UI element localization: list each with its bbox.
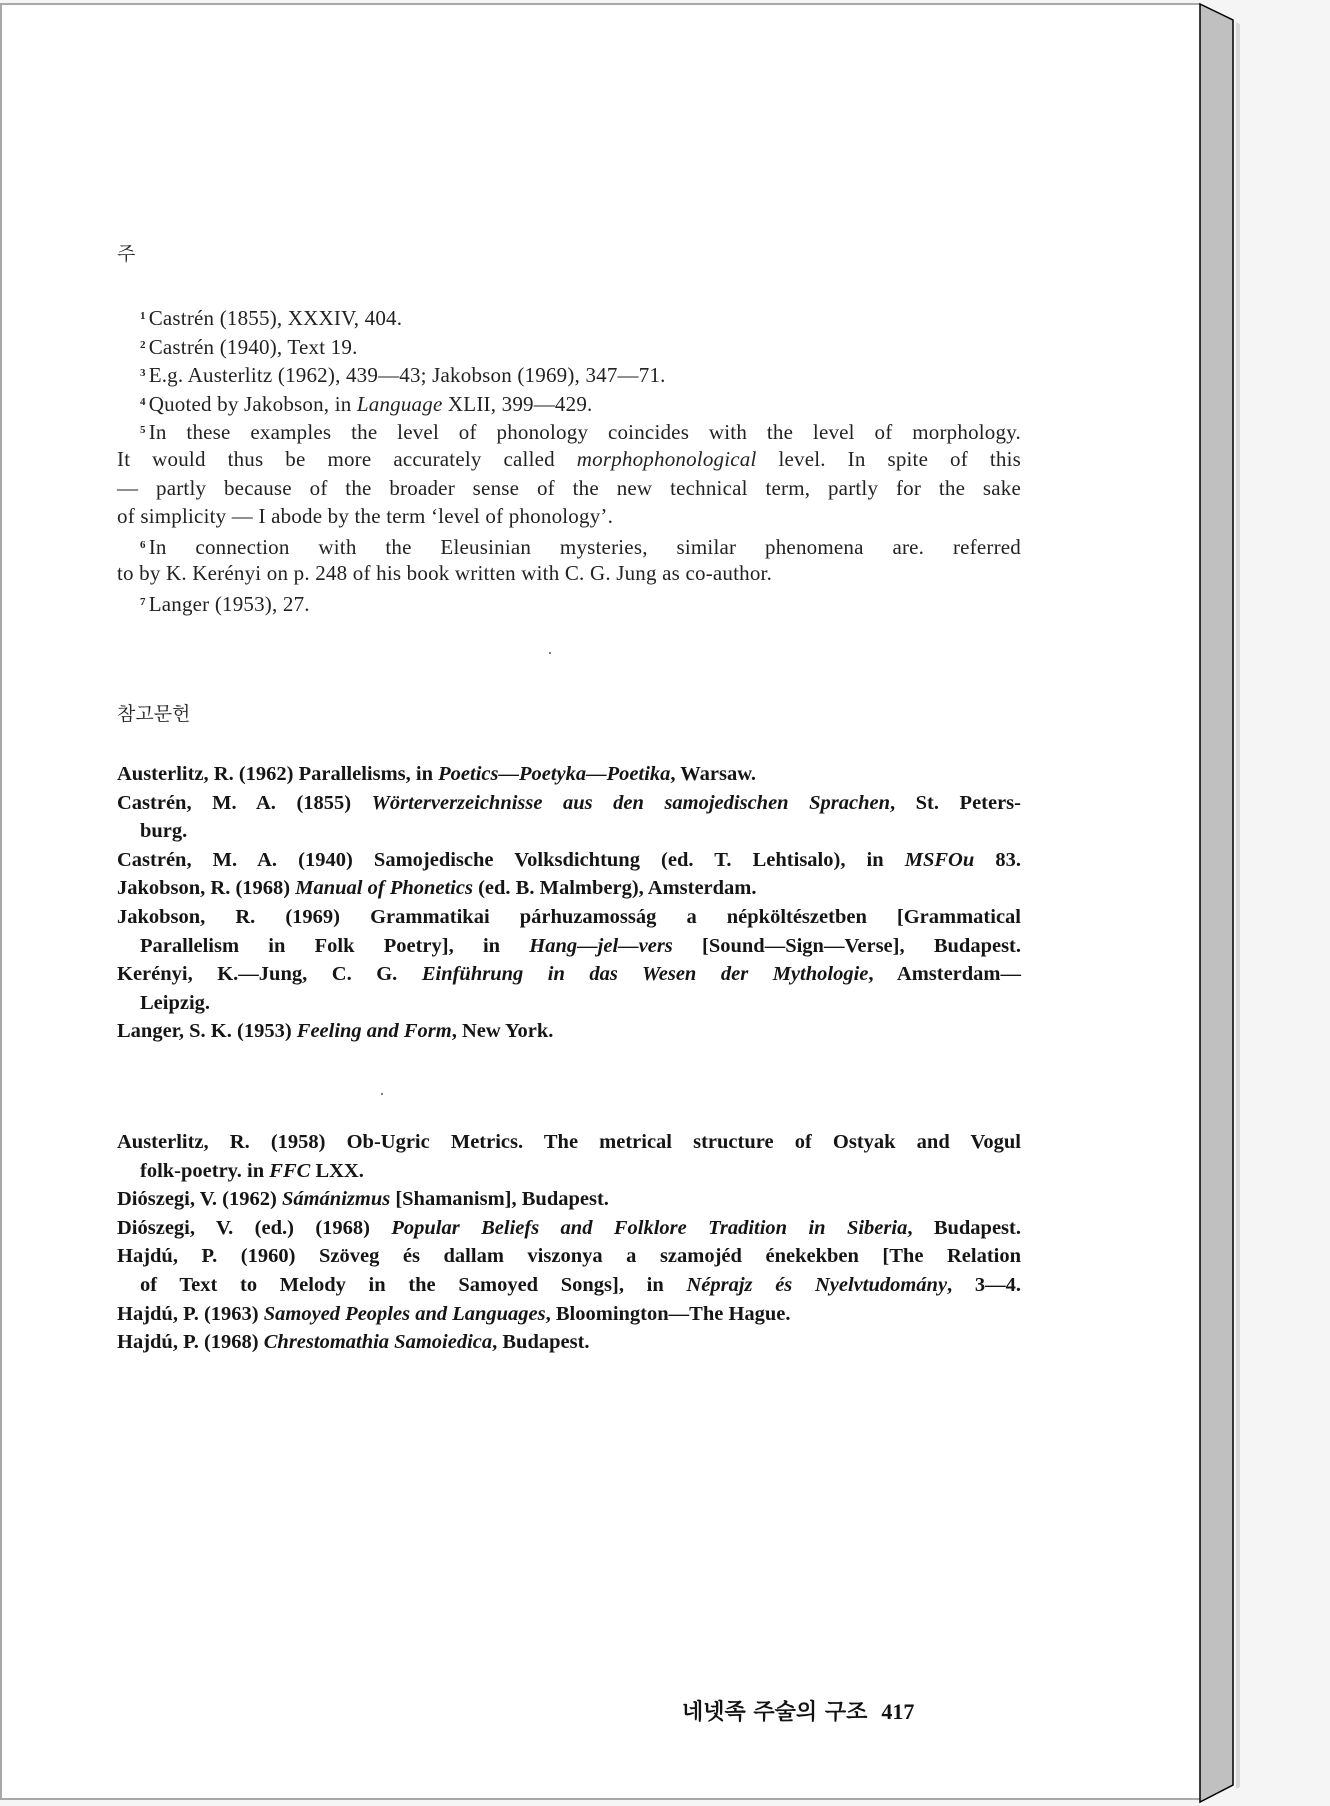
text-segment: Castrén (1855), XXXIV, 404. bbox=[148, 306, 403, 330]
footnote-number: 5 bbox=[140, 424, 146, 437]
text-segment: , New York. bbox=[451, 1020, 554, 1043]
scan-speck bbox=[381, 1093, 383, 1095]
footnotes-list bbox=[117, 302, 1021, 617]
reference-line bbox=[117, 817, 1021, 846]
text-segment: It would thus be more accurately called bbox=[117, 446, 577, 471]
text-segment: , Bloomington—The Hague. bbox=[545, 1302, 791, 1325]
reference-line bbox=[117, 1017, 1021, 1046]
text-segment: E.g. Austerlitz (1962), 439—43; Jakobson (1969), 347—71. bbox=[148, 363, 666, 388]
reference-line bbox=[117, 903, 1021, 932]
italic-title: Poetics—Poetyka—Poetika bbox=[438, 763, 671, 785]
text-segment: In connection with the Eleusinian mysteries, similar phenomena are. referred bbox=[148, 534, 1021, 559]
text-segment: XLII, 399—429. bbox=[442, 391, 593, 416]
text-segment: to by K. Kerényi on p. 248 of his book written with C. G. Jung as co-author. bbox=[117, 561, 773, 586]
italic-title: morphophonological bbox=[576, 446, 757, 471]
text-segment: LXX. bbox=[310, 1159, 364, 1182]
text-segment: Castrén, M. A. (1855) bbox=[117, 791, 372, 814]
footnote-number: 4 bbox=[140, 395, 146, 408]
reference-line bbox=[117, 932, 1021, 961]
footnote-number: 6 bbox=[140, 538, 146, 551]
text-segment: Leipzig. bbox=[140, 991, 211, 1014]
footnote-number: 2 bbox=[140, 338, 146, 351]
text-segment: Castrén (1940), Text 19. bbox=[148, 334, 358, 359]
page-number: 417 bbox=[881, 1699, 915, 1724]
footnote-line bbox=[117, 502, 1021, 531]
references-list-1 bbox=[117, 760, 1021, 1046]
italic-title: MSFOu bbox=[904, 848, 975, 871]
italic-title: Néprajz és Nyelvtudomány bbox=[686, 1273, 948, 1296]
scan-speck bbox=[549, 652, 551, 654]
text-segment: , 3—4. bbox=[947, 1273, 1021, 1296]
footnote-line bbox=[117, 531, 1021, 560]
text-segment: Kerényi, K.—Jung, C. G. bbox=[117, 963, 422, 986]
text-segment: [Shamanism], Budapest. bbox=[390, 1188, 609, 1211]
reference-line bbox=[117, 989, 1021, 1018]
running-title: 네넷족 주술의 구조 bbox=[682, 1700, 868, 1725]
footnote-number: 1 bbox=[140, 310, 146, 322]
reference-line bbox=[117, 846, 1021, 875]
footnote-line bbox=[117, 559, 1021, 588]
reference-line bbox=[117, 1300, 1021, 1329]
reference-line bbox=[117, 874, 1021, 903]
references-heading: 참고문헌 bbox=[117, 703, 191, 725]
text-segment: Quoted by Jakobson, in bbox=[148, 391, 357, 416]
text-segment: level. In spite of this bbox=[756, 446, 1021, 471]
text-segment: Langer (1953), 27. bbox=[148, 591, 310, 616]
text-segment: Jakobson, R. (1968) bbox=[117, 877, 296, 900]
footnote-line bbox=[117, 474, 1021, 503]
text-segment: , St. Peters- bbox=[890, 791, 1021, 814]
page-footer bbox=[682, 1695, 914, 1726]
text-segment: — partly because of the broader sense of the new technical term, partly for the sake bbox=[117, 475, 1021, 500]
text-segment: (ed. B. Malmberg), Amsterdam. bbox=[472, 877, 757, 900]
text-segment: burg. bbox=[140, 820, 188, 843]
text-segment: , Amsterdam— bbox=[868, 963, 1022, 986]
footnote-number: 7 bbox=[140, 595, 146, 608]
book-page bbox=[0, 3, 1200, 1800]
reference-line bbox=[117, 1185, 1021, 1214]
italic-title: Sámánizmus bbox=[281, 1188, 391, 1211]
reference-line bbox=[117, 789, 1021, 818]
text-segment: , Budapest. bbox=[492, 1331, 590, 1354]
text-segment: Hajdú, P. (1960) Szöveg és dallam viszonya a szamojéd énekekben [The Relation bbox=[117, 1245, 1021, 1268]
reference-line bbox=[117, 960, 1021, 989]
text-segment: Langer, S. K. (1953) bbox=[117, 1020, 297, 1043]
reference-line bbox=[117, 760, 1021, 789]
text-segment: Diószegi, V. (ed.) (1968) bbox=[117, 1216, 392, 1239]
text-segment: [Sound—Sign—Verse], Budapest. bbox=[672, 934, 1021, 957]
text-segment: Parallelism in Folk Poetry], in bbox=[140, 934, 530, 957]
text-segment: , Budapest. bbox=[907, 1216, 1021, 1239]
text-segment: 83. bbox=[974, 848, 1021, 871]
footnote-number: 3 bbox=[140, 367, 146, 380]
footnote-line bbox=[117, 588, 1021, 617]
footnote-line bbox=[117, 302, 1021, 331]
reference-line bbox=[117, 1128, 1021, 1157]
text-segment: Castrén, M. A. (1940) Samojedische Volksdichtung (ed. T. Lehtisalo), in bbox=[117, 848, 905, 871]
italic-title: Samoyed Peoples and Languages bbox=[263, 1302, 546, 1325]
footnote-line bbox=[117, 388, 1021, 417]
reference-line bbox=[117, 1157, 1021, 1186]
text-segment: Hajdú, P. (1968) bbox=[117, 1331, 264, 1354]
text-segment: Hajdú, P. (1963) bbox=[117, 1302, 264, 1325]
text-segment: of simplicity — I abode by the term ‘level of phonology’. bbox=[117, 504, 614, 529]
references-list-2 bbox=[117, 1128, 1021, 1357]
reference-line bbox=[117, 1214, 1021, 1243]
footnote-line bbox=[117, 445, 1021, 474]
italic-title: Hang—jel—vers bbox=[529, 934, 673, 957]
text-segment: of Text to Melody in the Samoyed Songs], in bbox=[140, 1273, 687, 1296]
italic-title: Popular Beliefs and Folklore Tradition in Siberia bbox=[391, 1216, 908, 1239]
italic-title: Chrestomathia Samoiedica bbox=[263, 1331, 493, 1354]
footnote-line bbox=[117, 331, 1021, 360]
footnote-line bbox=[117, 416, 1021, 445]
italic-title: FFC bbox=[269, 1159, 311, 1182]
text-segment: Austerlitz, R. (1962) Parallelisms, in bbox=[117, 763, 439, 785]
italic-title: Einführung in das Wesen der Mythologie bbox=[421, 963, 869, 986]
reference-line bbox=[117, 1328, 1021, 1357]
footnote-line bbox=[117, 359, 1021, 388]
text-segment: folk-poetry. in bbox=[140, 1159, 270, 1182]
text-segment: Austerlitz, R. (1958) Ob-Ugric Metrics. The metrical structure of Ostyak and Vogul bbox=[117, 1131, 1021, 1153]
italic-title: Feeling and Form bbox=[296, 1020, 452, 1043]
text-segment: In these examples the level of phonology coincides with the level of morphology. bbox=[148, 420, 1021, 445]
text-segment: , Warsaw. bbox=[670, 763, 757, 785]
reference-line bbox=[117, 1271, 1021, 1300]
italic-title: Language bbox=[356, 391, 443, 416]
italic-title: Manual of Phonetics bbox=[295, 877, 473, 900]
text-segment: Jakobson, R. (1969) Grammatikai párhuzamosság a népköltészetben [Grammatical bbox=[117, 905, 1021, 928]
italic-title: Wörterverzeichnisse aus den samojedischen Sprachen bbox=[371, 791, 890, 814]
reference-line bbox=[117, 1242, 1021, 1271]
notes-heading: 주 bbox=[117, 243, 136, 265]
text-segment: Diószegi, V. (1962) bbox=[117, 1188, 282, 1211]
